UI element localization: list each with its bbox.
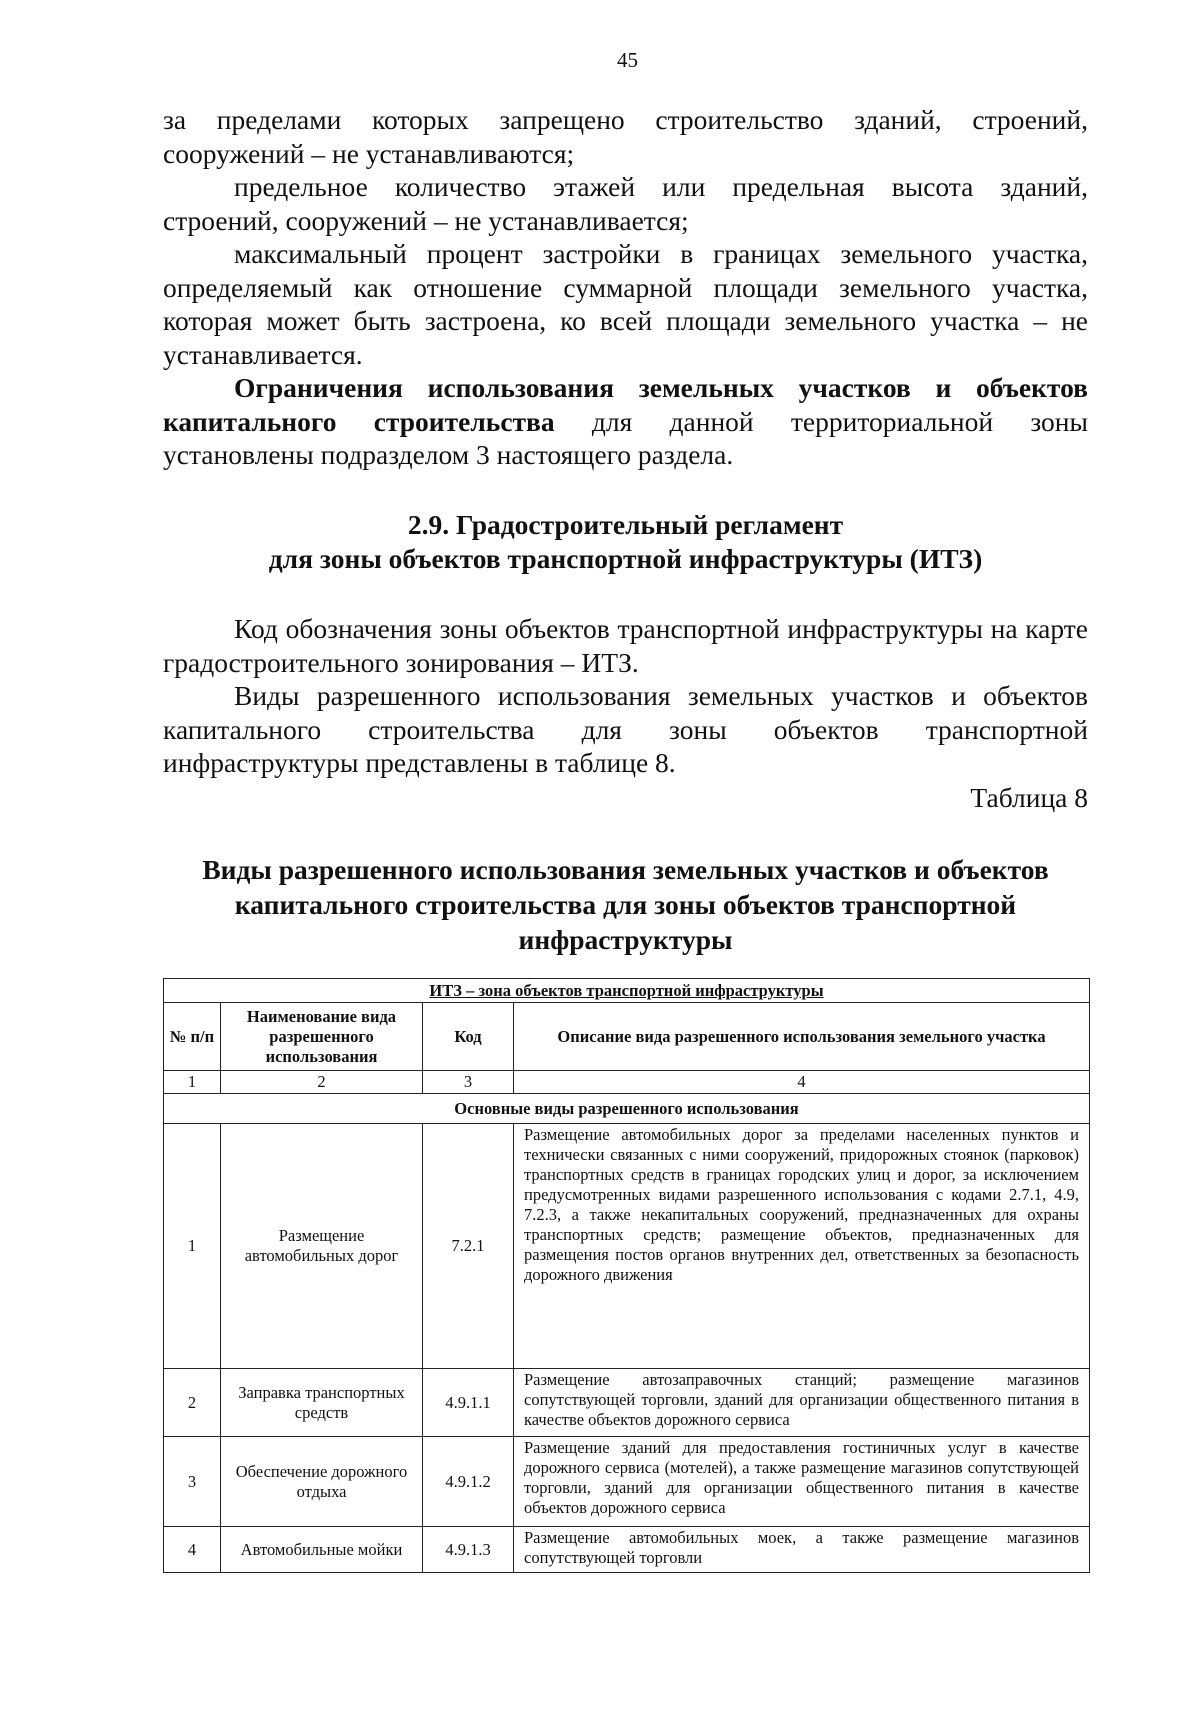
section-title bbox=[163, 508, 1088, 576]
row-description: Размещение зданий для предоставления гостиничных услуг в качестве дорожного сервиса (мотелей), а также размещение магазинов сопутствующей торговли, зданий для организации общественного питания в качестве объектов дорожного сервиса bbox=[514, 1437, 1090, 1527]
row-num: 3 bbox=[164, 1437, 221, 1527]
paragraph-buildings-limits: за пределами которых запрещено строительство зданий, строений, сооружений – не устанавливаются; bbox=[163, 104, 1088, 169]
table-caption: Таблица 8 bbox=[970, 782, 1088, 813]
column-header-name: Наименование вида разрешенного использования bbox=[221, 1003, 423, 1071]
row-code: 4.9.1.1 bbox=[423, 1369, 514, 1437]
row-num: 4 bbox=[164, 1527, 221, 1573]
table-column-number-row bbox=[164, 1071, 1090, 1094]
row-code: 4.9.1.2 bbox=[423, 1437, 514, 1527]
restrictions-rest-text: для данной территориальной зоны установлены подразделом 3 настоящего раздела. bbox=[163, 405, 1088, 470]
table-row bbox=[164, 1527, 1090, 1573]
row-num: 1 bbox=[164, 1124, 221, 1369]
table-zone-header-row bbox=[164, 979, 1090, 1003]
row-code: 7.2.1 bbox=[423, 1124, 514, 1369]
table-group-header-row bbox=[164, 1094, 1090, 1124]
table-column-header-row bbox=[164, 1003, 1090, 1071]
column-number: 1 bbox=[164, 1071, 221, 1094]
section-title-line2: для зоны объектов транспортной инфраструктуры (ИТЗ) bbox=[268, 543, 983, 574]
column-number: 4 bbox=[514, 1071, 1090, 1094]
page-number: 45 bbox=[617, 48, 638, 72]
row-description: Размещение автомобильных моек, а также размещение магазинов сопутствующей торговли bbox=[514, 1527, 1090, 1573]
section-title-line1: 2.9. Градостроительный регламент bbox=[407, 509, 844, 540]
row-name: Автомобильные мойки bbox=[221, 1527, 423, 1573]
row-name: Заправка транспортных средств bbox=[221, 1369, 423, 1437]
row-description: Размещение автомобильных дорог за пределами населенных пунктов и технически связанных с ними сооружений, придорожных стоянок (парковок) транспортных средств в границах городских улиц и дорог, за исключением предусмотренных видами разрешенного использования с кодами 2.7.1, 4.9, 7.2.3, а также некапитальных сооружений, предназначенных для охраны транспортных средств; размещение объектов, предназначенных для размещения постов органов внутренних дел, ответственных за безопасность дорожного движения bbox=[514, 1124, 1090, 1369]
table-row bbox=[164, 1124, 1090, 1369]
usage-types-table bbox=[163, 978, 1090, 1573]
row-num: 2 bbox=[164, 1369, 221, 1437]
row-code: 4.9.1.3 bbox=[423, 1527, 514, 1573]
table-group-header: Основные виды разрешенного использования bbox=[164, 1094, 1090, 1124]
row-name: Размещение автомобильных дорог bbox=[221, 1124, 423, 1369]
table-title: Виды разрешенного использования земельных участков и объектов капитального строительства для зоны объектов транспортной инфраструктуры bbox=[202, 854, 1049, 955]
restrictions-bold-text: Ограничения использования земельных участков и объектов капитального строительства bbox=[163, 372, 1088, 437]
column-header-num: № п/п bbox=[164, 1003, 221, 1071]
column-header-code: Код bbox=[423, 1003, 514, 1071]
paragraph-zone-code: Код обозначения зоны объектов транспортной инфраструктуры на карте градостроительного зонирования – ИТЗ. bbox=[163, 613, 1088, 678]
paragraph-floors-limit: предельное количество этажей или предельная высота зданий, строений, сооружений – не устанавливается; bbox=[163, 171, 1088, 236]
column-number: 3 bbox=[423, 1071, 514, 1094]
table-zone-header: ИТЗ – зона объектов транспортной инфраструктуры bbox=[164, 979, 1090, 1003]
row-description: Размещение автозаправочных станций; размещение магазинов сопутствующей торговли, зданий для организации общественного питания в качестве объектов дорожного сервиса bbox=[514, 1369, 1090, 1437]
table-row bbox=[164, 1369, 1090, 1437]
column-number: 2 bbox=[221, 1071, 423, 1094]
paragraph-max-coverage: максимальный процент застройки в границах земельного участка, определяемый как отношение суммарной площади земельного участка, которая может быть застроена, ко всей площади земельного участка – не устанавливается. bbox=[163, 238, 1088, 370]
paragraph-usage-types: Виды разрешенного использования земельных участков и объектов капитального строительства для зоны объектов транспортной инфраструктуры представлены в таблице 8. bbox=[163, 680, 1088, 778]
table-row bbox=[164, 1437, 1090, 1527]
paragraph-restrictions bbox=[163, 371, 1088, 472]
row-name: Обеспечение дорожного отдыха bbox=[221, 1437, 423, 1527]
column-header-description: Описание вида разрешенного использования земельного участка bbox=[514, 1003, 1090, 1071]
